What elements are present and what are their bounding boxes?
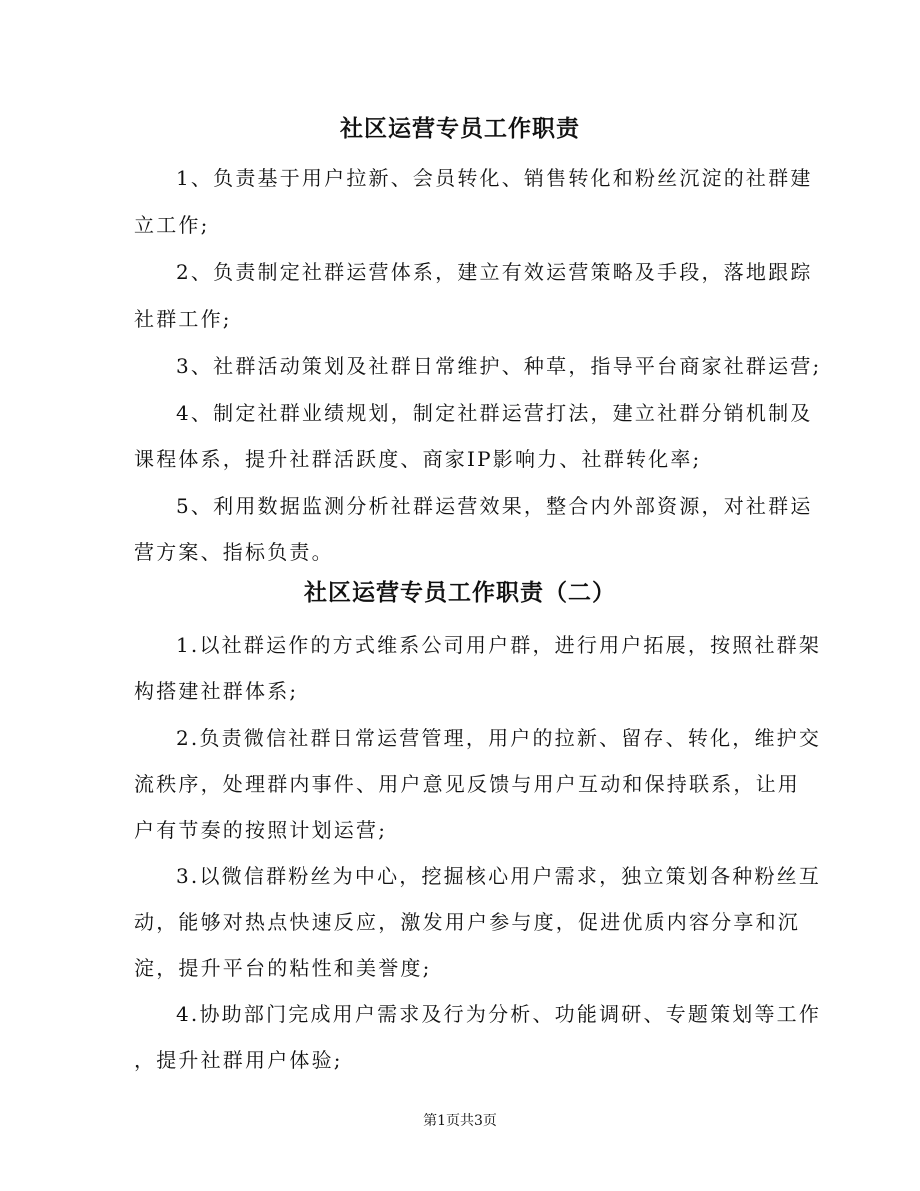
paragraph-line: 1.以社群运作的方式维系公司用户群，进行用户拓展，按照社群架 <box>176 633 822 657</box>
paragraph-line: 动，能够对热点快速反应，激发用户参与度，促进优质内容分享和沉 <box>134 910 800 934</box>
section-title: 社区运营专员工作职责（二） <box>304 579 616 606</box>
paragraph-line: 5、利用数据监测分析社群运营效果，整合内外部资源，对社群运 <box>176 494 813 518</box>
paragraph-line: 课程体系，提升社群活跃度、商家IP影响力、社群转化率; <box>134 447 702 471</box>
paragraph-line: 4、制定社群业绩规划，制定社群运营打法，建立社群分销机制及 <box>176 401 813 425</box>
paragraph-line: 2、负责制定社群运营体系，建立有效运营策略及手段，落地跟踪 <box>176 260 813 284</box>
paragraph-line: 淀，提升平台的粘性和美誉度; <box>134 956 432 980</box>
paragraph-line: 3、社群活动策划及社群日常维护、种草，指导平台商家社群运营; <box>176 354 822 378</box>
paragraph-line: 流秩序，处理群内事件、用户意见反馈与用户互动和保持联系，让用 <box>134 772 800 796</box>
paragraph-line: 1、负责基于用户拉新、会员转化、销售转化和粉丝沉淀的社群建 <box>176 166 813 190</box>
paragraph-line: 社群工作; <box>134 307 232 331</box>
paragraph-line: 2.负责微信社群日常运营管理，用户的拉新、留存、转化，维护交 <box>176 726 822 750</box>
paragraph-line: ，提升社群用户体验; <box>134 1048 343 1072</box>
paragraph-line: 立工作; <box>134 213 210 237</box>
page-number: 第1页共3页 <box>423 1113 497 1129</box>
paragraph-line: 3.以微信群粉丝为中心，挖掘核心用户需求，独立策划各种粉丝互 <box>176 864 822 888</box>
paragraph-line: 构搭建社群体系; <box>134 679 299 703</box>
paragraph-line: 户有节奏的按照计划运营; <box>134 818 388 842</box>
paragraph-line: 营方案、指标负责。 <box>134 540 334 564</box>
section-title: 社区运营专员工作职责 <box>340 115 580 142</box>
paragraph-line: 4.协助部门完成用户需求及行为分析、功能调研、专题策划等工作 <box>176 1002 822 1026</box>
